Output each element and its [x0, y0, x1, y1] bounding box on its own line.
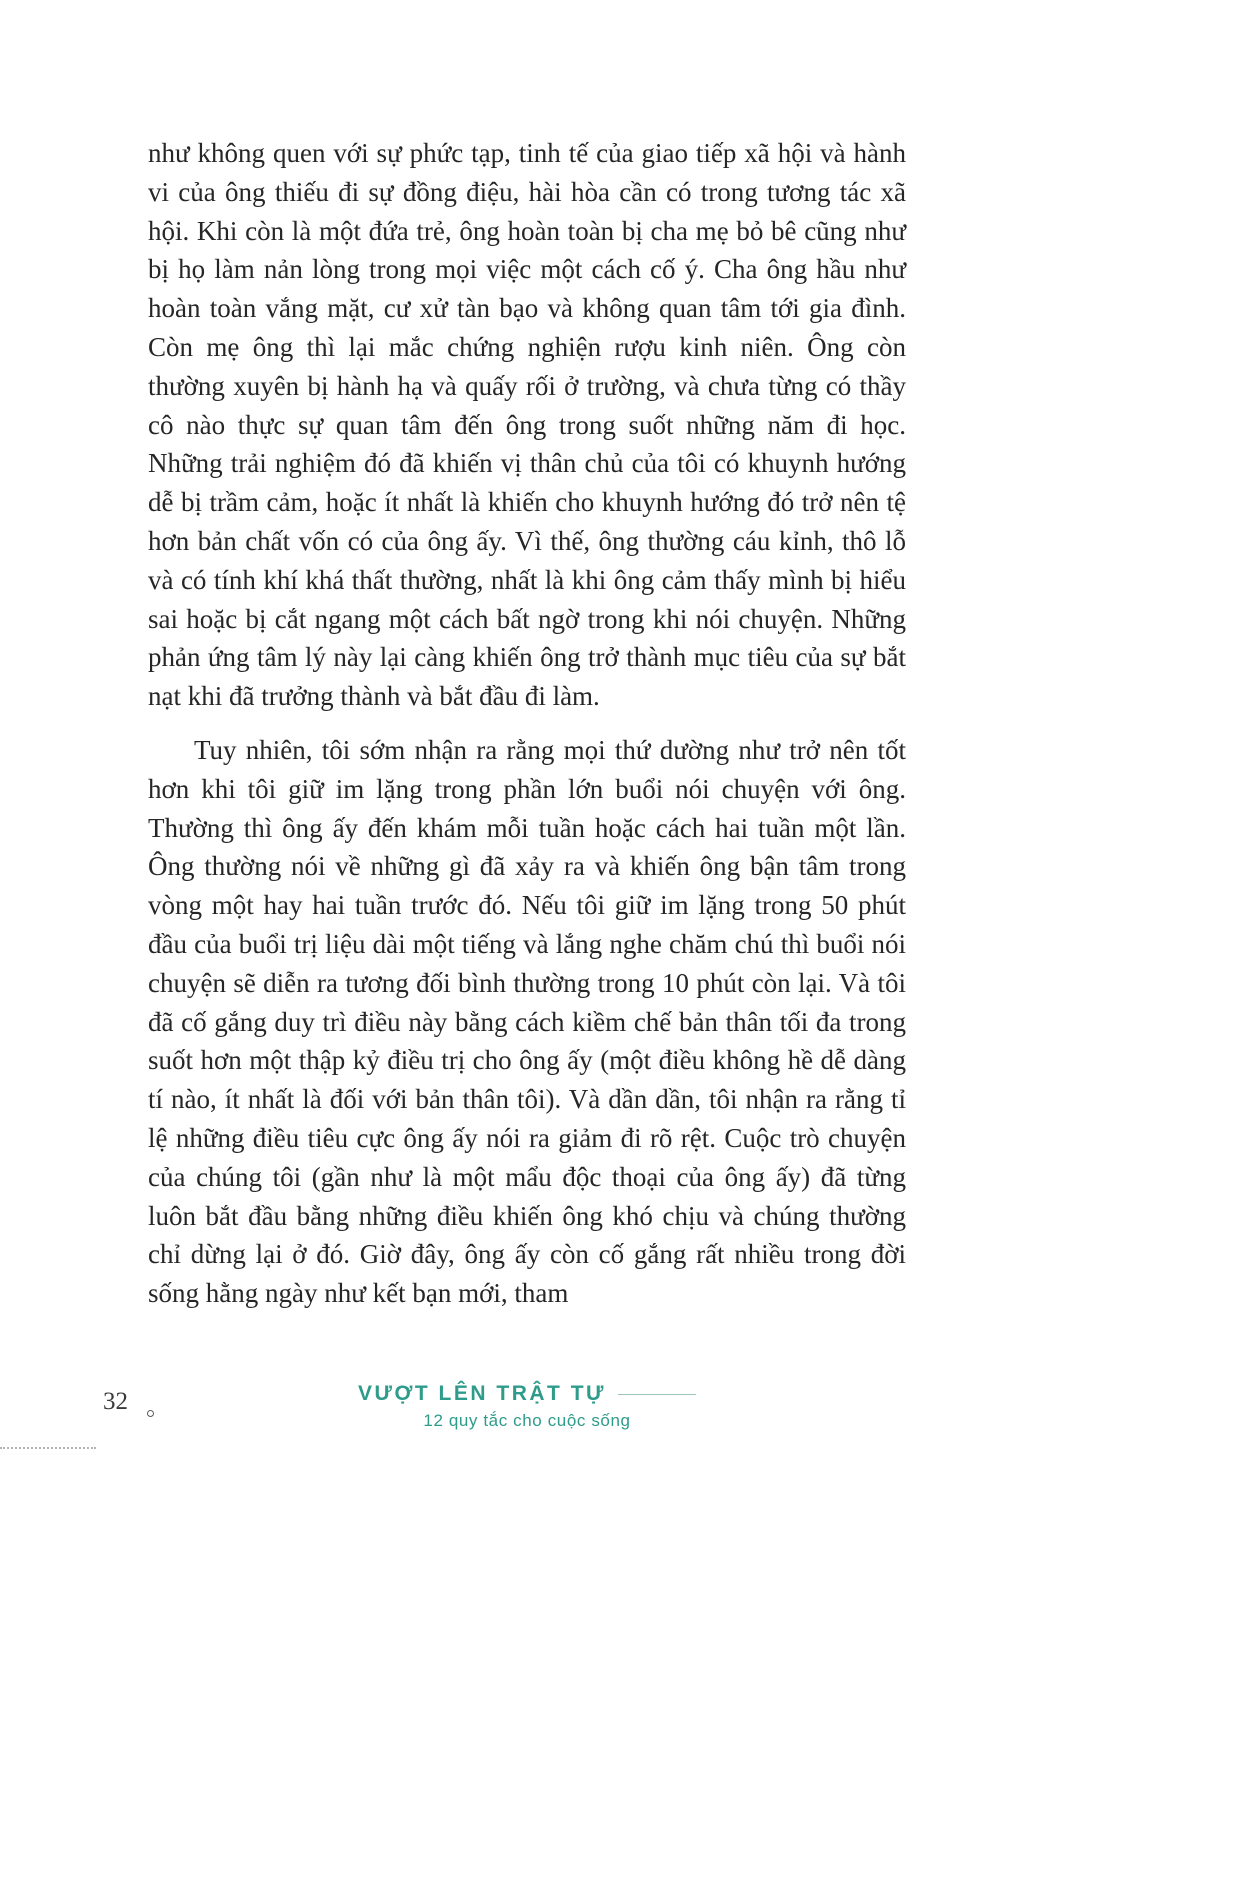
- paragraph-2: Tuy nhiên, tôi sớm nhận ra rằng mọi thứ dường như trở nên tốt hơn khi tôi giữ im lặng trong phần lớn buổi nói chuyện với ông. Thường thì ông ấy đến khám mỗi tuần hoặc cách hai tuần một lần. Ông thường nói về những gì đã xảy ra và khiến ông bận tâm trong vòng một hay hai tuần trước đó. Nếu tôi giữ im lặng trong 50 phút đầu của buổi trị liệu dài một tiếng và lắng nghe chăm chú thì buổi nói chuyện sẽ diễn ra tương đối bình thường trong 10 phút còn lại. Và tôi đã cố gắng duy trì điều này bằng cách kiềm chế bản thân tối đa trong suốt hơn một thập kỷ điều trị cho ông ấy (một điều không hề dễ dàng tí nào, ít nhất là đối với bản thân tôi). Và dần dần, tôi nhận ra rằng tỉ lệ những điều tiêu cực ông ấy nói ra giảm đi rõ rệt. Cuộc trò chuyện của chúng tôi (gần như là một mẩu độc thoại của ông ấy) đã từng luôn bắt đầu bằng những điều khiến ông khó chịu và chúng thường chỉ dừng lại ở đó. Giờ đây, ông ấy còn cố gắng rất nhiều trong đời sống hằng ngày như kết bạn mới, tham: [148, 734, 906, 1309]
- book-subtitle: 12 quy tắc cho cuộc sống: [423, 1411, 631, 1430]
- book-title: VƯỢT LÊN TRẬT TỰ: [358, 1382, 606, 1405]
- dotted-margin-rule: [0, 1447, 96, 1449]
- title-rule: [618, 1394, 696, 1395]
- paragraph-1: như không quen với sự phức tạp, tinh tế của giao tiếp xã hội và hành vi của ông thiếu đi sự đồng điệu, hài hòa cần có trong tương tác xã hội. Khi còn là một đứa trẻ, ông hoàn toàn bị cha mẹ bỏ bê cũng như bị họ làm nản lòng trong mọi việc một cách cố ý. Cha ông hầu như hoàn toàn vắng mặt, cư xử tàn bạo và không quan tâm tới gia đình. Còn mẹ ông thì lại mắc chứng nghiện rượu kinh niên. Ông còn thường xuyên bị hành hạ và quấy rối ở trường, và chưa từng có thầy cô nào thực sự quan tâm đến ông trong suốt những năm đi học. Những trải nghiệm đó đã khiến vị thân chủ của tôi có khuynh hướng dễ bị trầm cảm, hoặc ít nhất là khiến cho khuynh hướng đó trở nên tệ hơn bản chất vốn có của ông ấy. Vì thế, ông thường cáu kỉnh, thô lỗ và có tính khí khá thất thường, nhất là khi ông cảm thấy mình bị hiểu sai hoặc bị cắt ngang một cách bất ngờ trong khi nói chuyện. Những phản ứng tâm lý này lại càng khiến ông trở thành mục tiêu của sự bắt nạt khi đã trưởng thành và bắt đầu đi làm.: [148, 138, 906, 712]
- running-footer: [148, 1382, 906, 1431]
- body-text: [148, 134, 906, 1328]
- book-title-row: [148, 1382, 906, 1406]
- page-number: 32: [103, 1388, 128, 1415]
